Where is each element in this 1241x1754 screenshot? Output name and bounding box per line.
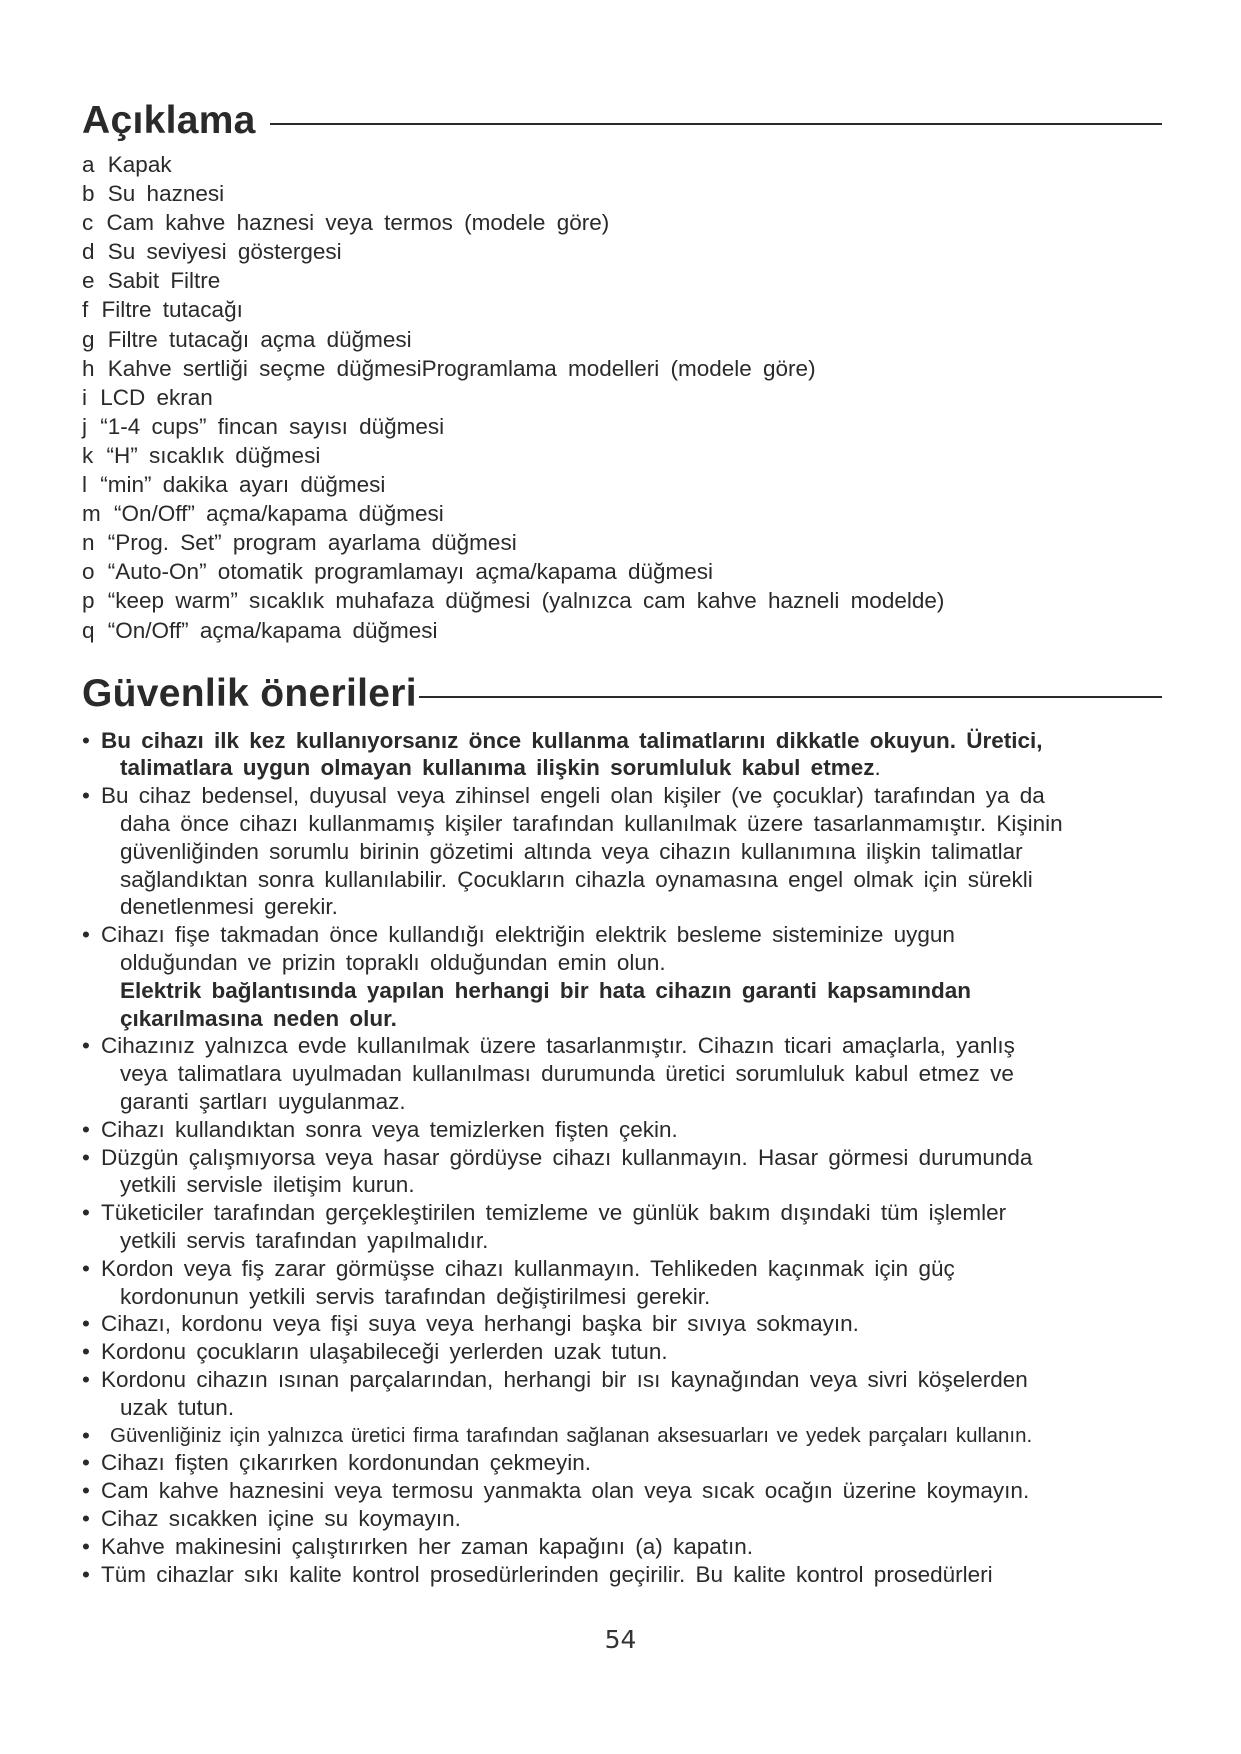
bullet: • <box>82 1255 90 1281</box>
bullet: • <box>82 1200 90 1226</box>
legend-item: n “Prog. Set” program ayarlama düğmesi <box>82 530 517 556</box>
bullet: • <box>82 783 90 809</box>
bullet: • <box>82 727 90 753</box>
bullet: • <box>82 1311 90 1337</box>
heading-rule <box>419 696 1162 698</box>
legend-item: q “On/Off” açma/kapama düğmesi <box>82 617 438 643</box>
parts-legend-list <box>82 150 1192 645</box>
safety-list <box>82 727 1192 1589</box>
safety-item: • Cihazı fişe takmadan önce kullandığı elektriğin elektrik besleme sisteminize uygun olduğundan ve prizin topraklı olduğundan emin olun. Elektrik bağlantısında yapılan herhangi bir hata cihazın garanti kapsamından çıkarılmasına neden olur. <box>82 922 971 1031</box>
bullet: • <box>82 1450 90 1476</box>
legend-item: b Su haznesi <box>82 181 225 207</box>
section-heading-guvenlik <box>82 669 1162 719</box>
bullet: • <box>82 1478 90 1504</box>
safety-item: • Kordonu cihazın ısınan parçalarından, herhangi bir ısı kaynağından veya sivri köşelerden uzak tutun. <box>82 1366 1028 1420</box>
safety-item: • Cam kahve haznesini veya termosu yanmakta olan veya sıcak ocağın üzerine koymayın. <box>82 1478 1030 1504</box>
legend-item: f Filtre tutacağı <box>82 297 243 323</box>
legend-item: k “H” sıcaklık düğmesi <box>82 442 321 468</box>
bullet: • <box>82 1116 90 1142</box>
safety-item: • Tüketiciler tarafından gerçekleştirilen temizleme ve günlük bakım dışındaki tüm işlemler yetkili servis tarafından yapılmalıdır. <box>82 1200 1007 1253</box>
legend-item: o “Auto-On” otomatik programlamayı açma/kapama düğmesi <box>82 559 714 585</box>
legend-item: m “On/Off” açma/kapama düğmesi <box>82 501 444 527</box>
legend-item: i LCD ekran <box>82 384 213 410</box>
safety-item: • Düzgün çalışmıyorsa veya hasar gördüyse cihazı kullanmayın. Hasar görmesi durumunda yetkili servisle iletişim kurun. <box>82 1144 1033 1198</box>
safety-item: • Cihazı, kordonu veya fişi suya veya herhangi başka bir sıvıya sokmayın. <box>82 1311 859 1337</box>
safety-item: • Bu cihaz bedensel, duyusal veya zihinsel engeli olan kişiler (ve çocuklar) tarafından ya da daha önce cihazı kullanmamış kişiler tarafından kullanılmak üzere tasarlanmamıştır. Kişinin güvenliğinden sorumlu birinin gözetimi altında veya cihazın kullanımına ilişkin talimatlar sağlandıktan sonra kullanılabilir. Çocukların cihazla oynamasına engel olmak için sürekli denetlenmesi gerekir. <box>82 783 1063 920</box>
bullet: • <box>82 1339 90 1365</box>
bullet: • <box>82 1533 90 1559</box>
legend-item: j “1-4 cups” fincan sayısı düğmesi <box>82 413 445 439</box>
legend-item: l “min” dakika ayarı düğmesi <box>82 472 386 498</box>
safety-item: • Cihazı fişten çıkarırken kordonundan çekmeyin. <box>82 1450 591 1476</box>
safety-item: • Kordon veya fiş zarar görmüşse cihazı kullanmayın. Tehlikeden kaçınmak için güç kordonunun yetkili servis tarafından değiştirilmesi gerekir. <box>82 1255 955 1309</box>
bullet: • <box>82 922 90 948</box>
page-content <box>82 96 1192 1588</box>
heading-title: Güvenlik önerileri <box>82 671 417 715</box>
bullet: • <box>82 1366 90 1392</box>
heading-rule <box>270 123 1162 125</box>
bullet: • <box>82 1561 90 1587</box>
safety-item: • Tüm cihazlar sıkı kalite kontrol prosedürlerinden geçirilir. Bu kalite kontrol prosedürleri <box>82 1561 993 1587</box>
legend-item: e Sabit Filtre <box>82 268 221 294</box>
safety-item: • Cihaz sıcakken içine su koymayın. <box>82 1505 461 1531</box>
legend-item: c Cam kahve haznesi veya termos (modele göre) <box>82 210 610 236</box>
safety-item: • Bu cihazı ilk kez kullanıyorsanız önce kullanma talimatlarını dikkatle okuyun. Üretici, talimatlara uygun olmayan kullanıma ilişkin sorumluluk kabul etmez. <box>82 727 1043 781</box>
legend-item: d Su seviyesi göstergesi <box>82 239 342 265</box>
safety-item: • Güvenliğiniz için yalnızca üretici firma tarafından sağlanan aksesuarları ve yedek parçaları kullanın. <box>82 1422 1033 1448</box>
page-number: 54 <box>604 1625 637 1654</box>
safety-item: • Kahve makinesini çalıştırırken her zaman kapağını (a) kapatın. <box>82 1533 754 1559</box>
bullet: • <box>82 1422 90 1448</box>
safety-item: • Cihazı kullandıktan sonra veya temizlerken fişten çekin. <box>82 1116 678 1142</box>
safety-item: • Kordonu çocukların ulaşabileceği yerlerden uzak tutun. <box>82 1339 668 1365</box>
safety-item: • Cihazınız yalnızca evde kullanılmak üzere tasarlanmıştır. Cihazın ticari amaçlarla, yanlış veya talimatlara uyulmadan kullanılması durumunda üretici sorumluluk kabul etmez ve garanti şartları uygulanmaz. <box>82 1033 1015 1114</box>
heading-title: Açıklama <box>82 99 256 142</box>
bullet: • <box>82 1033 90 1059</box>
legend-item: p “keep warm” sıcaklık muhafaza düğmesi (yalnızca cam kahve hazneli modelde) <box>82 588 945 614</box>
section-heading-aciklama <box>82 96 1162 146</box>
legend-item: h Kahve sertliği seçme düğmesiProgramlama modelleri (modele göre) <box>82 355 816 381</box>
bullet: • <box>82 1144 90 1170</box>
bullet: • <box>82 1505 90 1531</box>
legend-item: a Kapak <box>82 152 172 177</box>
legend-item: g Filtre tutacağı açma düğmesi <box>82 326 412 352</box>
